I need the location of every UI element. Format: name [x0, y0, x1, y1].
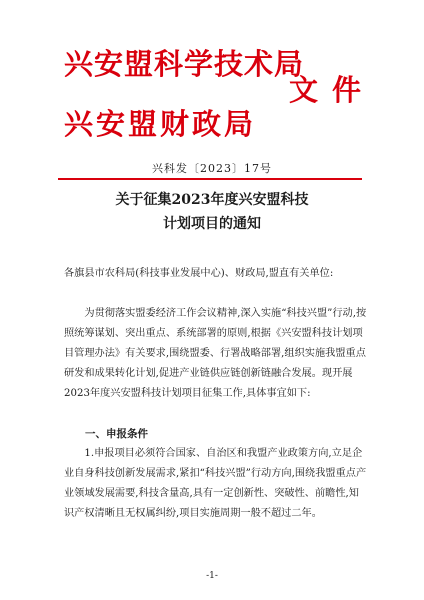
intro-paragraph: [64, 304, 368, 404]
page-number: -1-: [206, 571, 218, 581]
section-1-item-1: [64, 444, 368, 524]
document-number: 兴科发〔2023〕17号: [152, 162, 272, 175]
issuer-name-finance-bureau: 兴安盟财政局: [64, 107, 257, 141]
salutation: [64, 264, 368, 284]
document-type-label: 文件: [289, 73, 376, 107]
issuer-name-science-bureau: 兴安盟科学技术局: [64, 47, 305, 81]
section-heading-application-conditions: 一、申报条件: [85, 428, 148, 440]
intro-paragraph-text: 为贯彻落实盟委经济工作会议精神,深入实施“科技兴盟”行动,按照统筹谋划、突出重点、系统部署的原则,根据《兴安盟科技计划项目管理办法》有关要求,围绕盟委、行署战略部署,组织实施我盟重点研发和成果转化计划,促进产业链供应链创新链融合发展。现开展2023年度兴安盟科技计划项目征集工作,具体事宜如下:: [64, 308, 367, 399]
document-title-line-1: 关于征集2023年度兴安盟科技: [115, 192, 309, 208]
section-1-item-1-text: 1.申报项目必须符合国家、自治区和我盟产业政策方向,立足企业自身科技创新发展需求,紧扣“科技兴盟”行动方向,围绕我盟重点产业领域发展需要,科技含量高,具有一定创新性、突破性、前瞻性,知识产权清晰且无权属纠纷,项目实施周期一般不超过二年。: [64, 448, 367, 519]
salutation-text: 各旗县市农科局(科技事业发展中心)、财政局,盟直有关单位:: [64, 268, 334, 279]
document-title-line-2: 计划项目的通知: [163, 216, 261, 232]
red-header-rule: [58, 178, 362, 180]
